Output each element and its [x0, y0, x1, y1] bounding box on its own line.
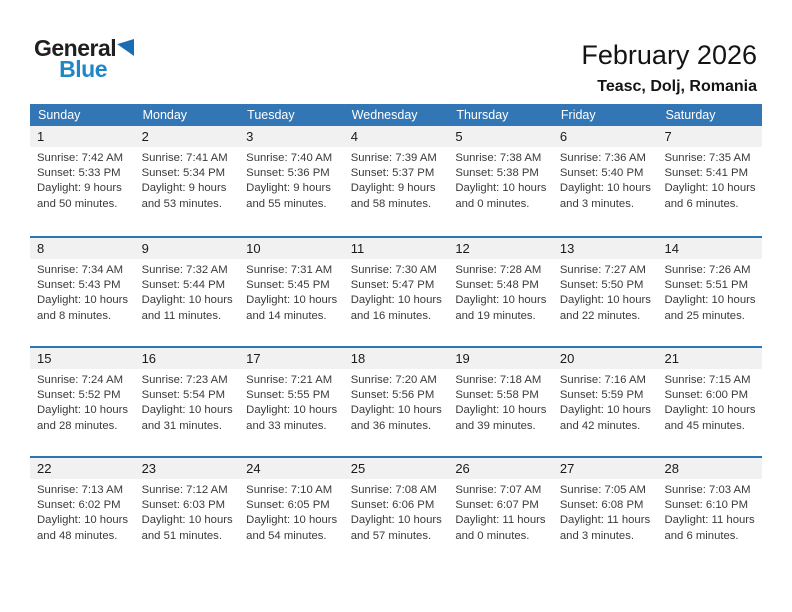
sunset-text: Sunset: 6:03 PM	[141, 499, 226, 512]
daylight-text-line2: and 14 minutes.	[246, 309, 327, 322]
day-info	[344, 479, 449, 544]
calendar-day-cell	[239, 238, 344, 324]
sunrise-text: Sunrise: 7:28 AM	[455, 264, 542, 276]
daylight-text-line1: Daylight: 10 hours	[246, 514, 338, 527]
day-info	[344, 147, 449, 212]
day-number: 24	[239, 458, 344, 479]
calendar-day-cell	[344, 238, 449, 324]
sunset-text: Sunset: 6:07 PM	[455, 499, 539, 512]
calendar-day-cell	[239, 126, 344, 212]
sunset-text: Sunset: 5:54 PM	[141, 389, 226, 402]
day-info	[448, 479, 553, 544]
daylight-text-line1: Daylight: 10 hours	[141, 404, 233, 417]
week-row	[30, 346, 762, 456]
logo-top-row	[34, 35, 134, 61]
sunset-text: Sunset: 5:51 PM	[664, 279, 748, 292]
day-info	[553, 147, 658, 212]
sunset-text: Sunset: 5:38 PM	[455, 167, 539, 180]
sunset-text: Sunset: 6:08 PM	[559, 499, 644, 512]
sunset-text: Sunset: 5:47 PM	[350, 279, 435, 292]
sunrise-text: Sunrise: 7:07 AM	[455, 484, 542, 496]
sunset-text: Sunset: 5:37 PM	[350, 167, 435, 180]
day-number: 13	[553, 238, 658, 259]
daylight-text-line1: Daylight: 11 hours	[455, 514, 546, 527]
day-info	[553, 259, 658, 324]
weekday-tuesday: Tuesday	[247, 108, 295, 122]
sunrise-text: Sunrise: 7:34 AM	[37, 264, 124, 276]
daylight-text-line2: and 53 minutes.	[141, 197, 222, 210]
calendar-day-cell	[553, 458, 658, 544]
daylight-text-line1: Daylight: 10 hours	[350, 404, 442, 417]
daylight-text-line2: and 39 minutes.	[455, 419, 536, 432]
sunset-text: Sunset: 6:00 PM	[664, 389, 748, 402]
daylight-text-line1: Daylight: 10 hours	[664, 182, 756, 195]
sunset-text: Sunset: 6:05 PM	[246, 499, 330, 512]
day-number: 5	[448, 126, 553, 147]
sunset-text: Sunset: 5:34 PM	[141, 167, 226, 180]
day-info	[657, 147, 762, 212]
day-number: 28	[657, 458, 762, 479]
sunrise-text: Sunrise: 7:41 AM	[141, 152, 228, 164]
day-info	[657, 369, 762, 434]
daylight-text-line2: and 42 minutes.	[559, 419, 641, 432]
daylight-text-line2: and 33 minutes.	[246, 419, 327, 432]
logo-text-general: General	[34, 35, 117, 61]
sunset-text: Sunset: 6:10 PM	[664, 499, 748, 512]
daylight-text-line1: Daylight: 10 hours	[664, 404, 756, 417]
location-subtitle: Teasc, Dolj, Romania	[597, 78, 757, 95]
calendar-table	[30, 104, 762, 566]
daylight-text-line2: and 55 minutes.	[246, 197, 327, 210]
week-row	[30, 126, 762, 236]
day-info	[239, 369, 344, 434]
daylight-text-line2: and 6 minutes.	[664, 529, 739, 542]
day-info	[30, 479, 135, 544]
calendar-day-cell	[344, 126, 449, 212]
daylight-text-line1: Daylight: 10 hours	[455, 404, 547, 417]
sunrise-text: Sunrise: 7:42 AM	[37, 152, 124, 164]
daylight-text-line1: Daylight: 10 hours	[37, 294, 129, 307]
sunset-text: Sunset: 5:55 PM	[246, 389, 330, 402]
sunset-text: Sunset: 5:56 PM	[350, 389, 435, 402]
calendar-day-cell	[30, 126, 135, 212]
sunrise-text: Sunrise: 7:27 AM	[559, 264, 646, 276]
sunset-text: Sunset: 5:33 PM	[37, 167, 121, 180]
sunset-text: Sunset: 6:02 PM	[37, 499, 121, 512]
daylight-text-line2: and 54 minutes.	[246, 529, 327, 542]
day-number: 14	[657, 238, 762, 259]
sunrise-text: Sunrise: 7:12 AM	[141, 484, 228, 496]
day-info	[239, 147, 344, 212]
day-info	[135, 479, 240, 544]
daylight-text-line1: Daylight: 10 hours	[37, 404, 129, 417]
sunset-text: Sunset: 5:36 PM	[246, 167, 330, 180]
calendar-day-cell	[344, 348, 449, 434]
daylight-text-line2: and 8 minutes.	[37, 309, 112, 322]
weekday-sunday: Sunday	[38, 108, 81, 122]
calendar-day-cell	[448, 126, 553, 212]
daylight-text-line2: and 45 minutes.	[664, 419, 745, 432]
day-info	[344, 259, 449, 324]
day-number: 2	[135, 126, 240, 147]
sunset-text: Sunset: 5:45 PM	[246, 279, 330, 292]
daylight-text-line1: Daylight: 9 hours	[246, 182, 331, 195]
sunrise-text: Sunrise: 7:40 AM	[246, 152, 333, 164]
daylight-text-line2: and 50 minutes.	[37, 197, 118, 210]
daylight-text-line2: and 19 minutes.	[455, 309, 536, 322]
day-number: 15	[30, 348, 135, 369]
day-info	[239, 479, 344, 544]
daylight-text-line2: and 16 minutes.	[350, 309, 432, 322]
weekday-wednesday: Wednesday	[351, 108, 418, 122]
calendar-day-cell	[135, 238, 240, 324]
day-number: 19	[448, 348, 553, 369]
sunset-text: Sunset: 5:41 PM	[664, 167, 748, 180]
calendar-day-cell	[448, 238, 553, 324]
daylight-text-line1: Daylight: 9 hours	[350, 182, 436, 195]
sunrise-text: Sunrise: 7:10 AM	[246, 484, 333, 496]
sunrise-text: Sunrise: 7:35 AM	[664, 152, 751, 164]
sunrise-text: Sunrise: 7:16 AM	[559, 374, 646, 386]
day-number: 7	[657, 126, 762, 147]
daylight-text-line1: Daylight: 10 hours	[664, 294, 756, 307]
day-info	[657, 259, 762, 324]
logo-triangle-icon	[117, 39, 134, 56]
daylight-text-line2: and 0 minutes.	[455, 529, 530, 542]
daylight-text-line2: and 3 minutes.	[559, 197, 634, 210]
weekday-monday: Monday	[142, 108, 188, 122]
calendar-day-cell	[30, 238, 135, 324]
sunset-text: Sunset: 5:50 PM	[559, 279, 644, 292]
day-number: 1	[30, 126, 135, 147]
daylight-text-line1: Daylight: 10 hours	[455, 182, 547, 195]
daylight-text-line2: and 6 minutes.	[664, 197, 739, 210]
weekday-saturday: Saturday	[665, 108, 716, 122]
weekday-header-row	[30, 104, 762, 126]
daylight-text-line1: Daylight: 11 hours	[664, 514, 755, 527]
sunrise-text: Sunrise: 7:31 AM	[246, 264, 333, 276]
calendar-day-cell	[239, 458, 344, 544]
sunrise-text: Sunrise: 7:08 AM	[350, 484, 437, 496]
month-title: February 2026	[581, 40, 757, 70]
day-info	[553, 479, 658, 544]
calendar-weeks	[30, 126, 762, 566]
day-info	[344, 369, 449, 434]
day-number: 27	[553, 458, 658, 479]
day-info	[657, 479, 762, 544]
calendar-day-cell	[553, 126, 658, 212]
week-row	[30, 456, 762, 566]
day-info	[135, 369, 240, 434]
calendar-day-cell	[657, 238, 762, 324]
calendar-day-cell	[448, 458, 553, 544]
daylight-text-line1: Daylight: 10 hours	[37, 514, 129, 527]
day-number: 26	[448, 458, 553, 479]
daylight-text-line2: and 48 minutes.	[37, 529, 118, 542]
daylight-text-line1: Daylight: 9 hours	[37, 182, 122, 195]
sunset-text: Sunset: 5:48 PM	[455, 279, 539, 292]
week-row	[30, 236, 762, 346]
sunrise-text: Sunrise: 7:05 AM	[559, 484, 646, 496]
sunrise-text: Sunrise: 7:18 AM	[455, 374, 542, 386]
daylight-text-line1: Daylight: 10 hours	[559, 294, 651, 307]
calendar-day-cell	[30, 458, 135, 544]
daylight-text-line2: and 31 minutes.	[141, 419, 222, 432]
daylight-text-line1: Daylight: 10 hours	[350, 514, 442, 527]
calendar-day-cell	[553, 238, 658, 324]
day-number: 21	[657, 348, 762, 369]
general-blue-logo	[34, 35, 134, 82]
calendar-day-cell	[448, 348, 553, 434]
calendar-day-cell	[657, 348, 762, 434]
day-number: 25	[344, 458, 449, 479]
day-info	[135, 259, 240, 324]
daylight-text-line2: and 28 minutes.	[37, 419, 118, 432]
sunset-text: Sunset: 6:06 PM	[350, 499, 435, 512]
sunset-text: Sunset: 5:59 PM	[559, 389, 644, 402]
sunset-text: Sunset: 5:44 PM	[141, 279, 226, 292]
sunrise-text: Sunrise: 7:15 AM	[664, 374, 751, 386]
day-info	[448, 369, 553, 434]
day-number: 17	[239, 348, 344, 369]
sunrise-text: Sunrise: 7:20 AM	[350, 374, 437, 386]
week-cells	[30, 126, 762, 212]
day-info	[30, 259, 135, 324]
daylight-text-line2: and 0 minutes.	[455, 197, 530, 210]
daylight-text-line1: Daylight: 10 hours	[141, 514, 233, 527]
calendar-day-cell	[657, 126, 762, 212]
daylight-text-line2: and 57 minutes.	[350, 529, 432, 542]
sunset-text: Sunset: 5:52 PM	[37, 389, 121, 402]
day-number: 11	[344, 238, 449, 259]
daylight-text-line2: and 58 minutes.	[350, 197, 432, 210]
sunset-text: Sunset: 5:43 PM	[37, 279, 121, 292]
week-cells	[30, 458, 762, 544]
calendar-day-cell	[657, 458, 762, 544]
daylight-text-line2: and 3 minutes.	[559, 529, 634, 542]
logo-text-blue: Blue	[59, 56, 107, 82]
daylight-text-line1: Daylight: 11 hours	[559, 514, 651, 527]
daylight-text-line1: Daylight: 10 hours	[455, 294, 547, 307]
day-number: 9	[135, 238, 240, 259]
day-number: 22	[30, 458, 135, 479]
sunrise-text: Sunrise: 7:38 AM	[455, 152, 542, 164]
sunrise-text: Sunrise: 7:30 AM	[350, 264, 437, 276]
day-number: 12	[448, 238, 553, 259]
day-number: 4	[344, 126, 449, 147]
daylight-text-line2: and 36 minutes.	[350, 419, 432, 432]
calendar-day-cell	[135, 126, 240, 212]
sunrise-text: Sunrise: 7:32 AM	[141, 264, 228, 276]
calendar-day-cell	[553, 348, 658, 434]
day-info	[448, 259, 553, 324]
day-number: 8	[30, 238, 135, 259]
calendar-day-cell	[135, 348, 240, 434]
day-number: 10	[239, 238, 344, 259]
title-block	[581, 40, 757, 96]
sunset-text: Sunset: 5:58 PM	[455, 389, 539, 402]
sunrise-text: Sunrise: 7:21 AM	[246, 374, 333, 386]
day-info	[30, 147, 135, 212]
daylight-text-line1: Daylight: 9 hours	[141, 182, 227, 195]
daylight-text-line2: and 51 minutes.	[141, 529, 222, 542]
calendar-day-cell	[135, 458, 240, 544]
sunrise-text: Sunrise: 7:13 AM	[37, 484, 124, 496]
sunrise-text: Sunrise: 7:39 AM	[350, 152, 437, 164]
week-cells	[30, 348, 762, 434]
weekday-friday: Friday	[560, 108, 596, 122]
daylight-text-line1: Daylight: 10 hours	[246, 294, 338, 307]
sunrise-text: Sunrise: 7:24 AM	[37, 374, 124, 386]
daylight-text-line1: Daylight: 10 hours	[350, 294, 442, 307]
week-cells	[30, 238, 762, 324]
day-number: 23	[135, 458, 240, 479]
day-number: 16	[135, 348, 240, 369]
sunrise-text: Sunrise: 7:36 AM	[559, 152, 646, 164]
daylight-text-line2: and 11 minutes.	[141, 309, 222, 322]
sunrise-text: Sunrise: 7:26 AM	[664, 264, 751, 276]
weekday-thursday: Thursday	[456, 108, 509, 122]
sunrise-text: Sunrise: 7:03 AM	[664, 484, 751, 496]
daylight-text-line2: and 25 minutes.	[664, 309, 745, 322]
day-info	[135, 147, 240, 212]
daylight-text-line2: and 22 minutes.	[559, 309, 641, 322]
daylight-text-line1: Daylight: 10 hours	[559, 404, 651, 417]
day-info	[448, 147, 553, 212]
day-number: 6	[553, 126, 658, 147]
daylight-text-line1: Daylight: 10 hours	[559, 182, 651, 195]
day-info	[239, 259, 344, 324]
sunrise-text: Sunrise: 7:23 AM	[141, 374, 228, 386]
sunset-text: Sunset: 5:40 PM	[559, 167, 644, 180]
calendar-day-cell	[239, 348, 344, 434]
day-info	[553, 369, 658, 434]
day-info	[30, 369, 135, 434]
daylight-text-line1: Daylight: 10 hours	[246, 404, 338, 417]
day-number: 20	[553, 348, 658, 369]
day-number: 18	[344, 348, 449, 369]
calendar-day-cell	[344, 458, 449, 544]
calendar-day-cell	[30, 348, 135, 434]
daylight-text-line1: Daylight: 10 hours	[141, 294, 233, 307]
day-number: 3	[239, 126, 344, 147]
